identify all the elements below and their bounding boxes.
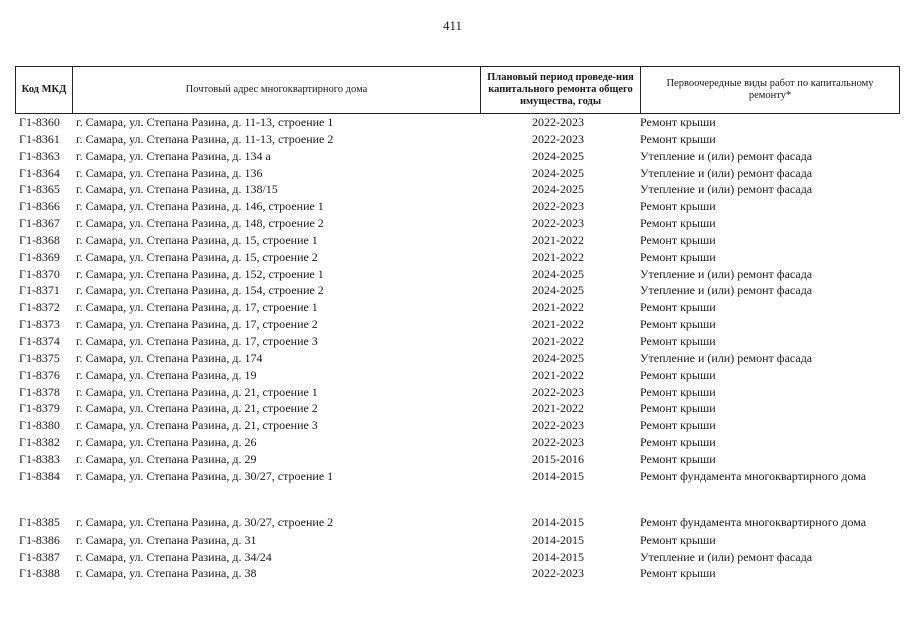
- cell-code: Г1-8372: [19, 300, 60, 315]
- cell-address: г. Самара, ул. Степана Разина, д. 15, строение 2: [76, 249, 318, 264]
- cell-work: Ремонт крыши: [640, 435, 716, 450]
- cell-address: г. Самара, ул. Степана Разина, д. 29: [76, 451, 257, 466]
- cell-code: Г1-8383: [19, 451, 60, 466]
- cell-period: 2021-2022: [532, 401, 584, 416]
- cell-code: Г1-8379: [19, 401, 60, 416]
- cell-code: Г1-8387: [19, 549, 60, 564]
- cell-work: Утепление и (или) ремонт фасада: [640, 165, 813, 180]
- cell-period: 2022-2023: [532, 199, 584, 214]
- cell-period: 2014-2015: [532, 514, 584, 529]
- cell-work: Ремонт крыши: [640, 532, 716, 547]
- cell-code: Г1-8374: [19, 333, 60, 348]
- table-row: [15, 198, 900, 215]
- cell-work: Утепление и (или) ремонт фасада: [640, 182, 813, 197]
- table-row: [15, 400, 900, 417]
- cell-address: г. Самара, ул. Степана Разина, д. 134 а: [76, 148, 271, 163]
- cell-work: Ремонт крыши: [640, 401, 716, 416]
- page-number: 411: [442, 18, 463, 33]
- cell-address: г. Самара, ул. Степана Разина, д. 26: [76, 435, 257, 450]
- table-row: [15, 500, 900, 532]
- cell-work: Ремонт крыши: [640, 333, 716, 348]
- cell-period: 2021-2022: [532, 333, 584, 348]
- cell-code: Г1-8373: [19, 317, 60, 332]
- cell-period: 2024-2025: [532, 350, 584, 365]
- cell-address: г. Самара, ул. Степана Разина, д. 174: [76, 350, 263, 365]
- cell-work: Ремонт крыши: [640, 418, 716, 433]
- cell-code: Г1-8375: [19, 350, 60, 365]
- cell-code: Г1-8370: [19, 266, 60, 281]
- cell-address: г. Самара, ул. Степана Разина, д. 136: [76, 165, 263, 180]
- cell-address: г. Самара, ул. Степана Разина, д. 21, строение 1: [76, 384, 318, 399]
- cell-address: г. Самара, ул. Степана Разина, д. 148, строение 2: [76, 216, 324, 231]
- cell-period: 2022-2023: [532, 384, 584, 399]
- cell-period: 2021-2022: [532, 367, 584, 382]
- cell-address: г. Самара, ул. Степана Разина, д. 38: [76, 566, 257, 581]
- table-row: [15, 316, 900, 333]
- cell-address: г. Самара, ул. Степана Разина, д. 11-13, строение 2: [76, 131, 334, 146]
- header-address: Почтовый адрес многоквартирного дома: [72, 67, 480, 113]
- cell-code: Г1-8376: [19, 367, 60, 382]
- table-row: [15, 565, 900, 582]
- cell-code: Г1-8361: [19, 131, 60, 146]
- cell-code: Г1-8384: [19, 468, 60, 483]
- header-works: Первоочередные виды работ по капитальному ремонту*: [640, 67, 900, 113]
- cell-period: 2022-2023: [532, 115, 584, 129]
- cell-address: г. Самара, ул. Степана Разина, д. 30/27, строение 1: [76, 468, 334, 483]
- table-row: [15, 384, 900, 401]
- table-row: [15, 350, 900, 367]
- cell-work: Ремонт крыши: [640, 566, 716, 581]
- cell-work: Утепление и (или) ремонт фасада: [640, 266, 813, 281]
- cell-code: Г1-8360: [19, 115, 60, 129]
- cell-address: г. Самара, ул. Степана Разина, д. 152, строение 1: [76, 266, 324, 281]
- cell-address: г. Самара, ул. Степана Разина, д. 19: [76, 367, 257, 382]
- table-row: [15, 282, 900, 299]
- cell-work: Утепление и (или) ремонт фасада: [640, 283, 813, 298]
- cell-work: Ремонт фундамента многоквартирного дома: [640, 468, 867, 483]
- cell-period: 2021-2022: [532, 300, 584, 315]
- table-row: [15, 549, 900, 566]
- cell-work: Ремонт крыши: [640, 367, 716, 382]
- cell-code: Г1-8368: [19, 232, 60, 247]
- cell-address: г. Самара, ул. Степана Разина, д. 138/15: [76, 182, 278, 197]
- cell-period: 2014-2015: [532, 549, 584, 564]
- cell-period: 2022-2023: [532, 216, 584, 231]
- cell-period: 2022-2023: [532, 435, 584, 450]
- cell-work: Ремонт крыши: [640, 199, 716, 214]
- table-row: [15, 148, 900, 165]
- header-code: Код МКД: [15, 67, 72, 113]
- cell-address: г. Самара, ул. Степана Разина, д. 30/27, строение 2: [76, 514, 334, 529]
- table-row: [15, 434, 900, 451]
- cell-period: 2024-2025: [532, 266, 584, 281]
- cell-address: г. Самара, ул. Степана Разина, д. 17, строение 3: [76, 333, 318, 348]
- table-row: [15, 114, 900, 131]
- table-row: [15, 181, 900, 198]
- cell-code: Г1-8363: [19, 148, 60, 163]
- cell-address: г. Самара, ул. Степана Разина, д. 146, строение 1: [76, 199, 324, 214]
- cell-work: Утепление и (или) ремонт фасада: [640, 148, 813, 163]
- table-row: [15, 468, 900, 500]
- table-row: [15, 165, 900, 182]
- cell-address: г. Самара, ул. Степана Разина, д. 17, строение 1: [76, 300, 318, 315]
- cell-address: г. Самара, ул. Степана Разина, д. 17, строение 2: [76, 317, 318, 332]
- cell-period: 2024-2025: [532, 165, 584, 180]
- header-period: Плановый период проведе-ния капитального ремонта общего имущества, годы: [480, 67, 640, 113]
- cell-period: 2022-2023: [532, 418, 584, 433]
- cell-period: 2022-2023: [532, 566, 584, 581]
- cell-period: 2021-2022: [532, 232, 584, 247]
- cell-period: 2014-2015: [532, 532, 584, 547]
- cell-period: 2021-2022: [532, 249, 584, 264]
- table-row: [15, 451, 900, 468]
- cell-code: Г1-8378: [19, 384, 60, 399]
- cell-work: Ремонт крыши: [640, 451, 716, 466]
- cell-address: г. Самара, ул. Степана Разина, д. 21, строение 2: [76, 401, 318, 416]
- cell-work: Ремонт фундамента многоквартирного дома: [640, 514, 867, 529]
- cell-work: Утепление и (или) ремонт фасада: [640, 350, 813, 365]
- table-row: [15, 232, 900, 249]
- table-row: [15, 333, 900, 350]
- cell-code: Г1-8380: [19, 418, 60, 433]
- cell-address: г. Самара, ул. Степана Разина, д. 21, строение 3: [76, 418, 318, 433]
- cell-period: 2014-2015: [532, 468, 584, 483]
- cell-code: Г1-8367: [19, 216, 60, 231]
- cell-code: Г1-8369: [19, 249, 60, 264]
- cell-work: Ремонт крыши: [640, 232, 716, 247]
- table-row: [15, 417, 900, 434]
- table-row: [15, 299, 900, 316]
- table-row: [15, 367, 900, 384]
- cell-address: г. Самара, ул. Степана Разина, д. 11-13, строение 1: [76, 115, 334, 129]
- cell-code: Г1-8386: [19, 532, 60, 547]
- cell-period: 2024-2025: [532, 182, 584, 197]
- cell-work: Ремонт крыши: [640, 300, 716, 315]
- cell-code: Г1-8366: [19, 199, 60, 214]
- cell-work: Утепление и (или) ремонт фасада: [640, 549, 813, 564]
- cell-work: Ремонт крыши: [640, 131, 716, 146]
- cell-work: Ремонт крыши: [640, 249, 716, 264]
- cell-period: 2024-2025: [532, 148, 584, 163]
- table-row: [15, 532, 900, 549]
- table-header: [15, 66, 900, 114]
- cell-code: Г1-8388: [19, 566, 60, 581]
- cell-period: 2021-2022: [532, 317, 584, 332]
- cell-work: Ремонт крыши: [640, 384, 716, 399]
- cell-address: г. Самара, ул. Степана Разина, д. 34/24: [76, 549, 272, 564]
- cell-address: г. Самара, ул. Степана Разина, д. 31: [76, 532, 257, 547]
- table-row: [15, 131, 900, 148]
- table-body: [15, 114, 900, 582]
- cell-code: Г1-8364: [19, 165, 60, 180]
- cell-period: 2022-2023: [532, 131, 584, 146]
- cell-address: г. Самара, ул. Степана Разина, д. 154, строение 2: [76, 283, 324, 298]
- table-row: [15, 249, 900, 266]
- cell-work: Ремонт крыши: [640, 115, 716, 129]
- table-row: [15, 266, 900, 283]
- cell-code: Г1-8365: [19, 182, 60, 197]
- cell-period: 2015-2016: [532, 451, 584, 466]
- cell-address: г. Самара, ул. Степана Разина, д. 15, строение 1: [76, 232, 318, 247]
- table-row: [15, 215, 900, 232]
- cell-code: Г1-8371: [19, 283, 60, 298]
- cell-code: Г1-8385: [19, 514, 60, 529]
- cell-work: Ремонт крыши: [640, 317, 716, 332]
- cell-period: 2024-2025: [532, 283, 584, 298]
- cell-work: Ремонт крыши: [640, 216, 716, 231]
- cell-code: Г1-8382: [19, 435, 60, 450]
